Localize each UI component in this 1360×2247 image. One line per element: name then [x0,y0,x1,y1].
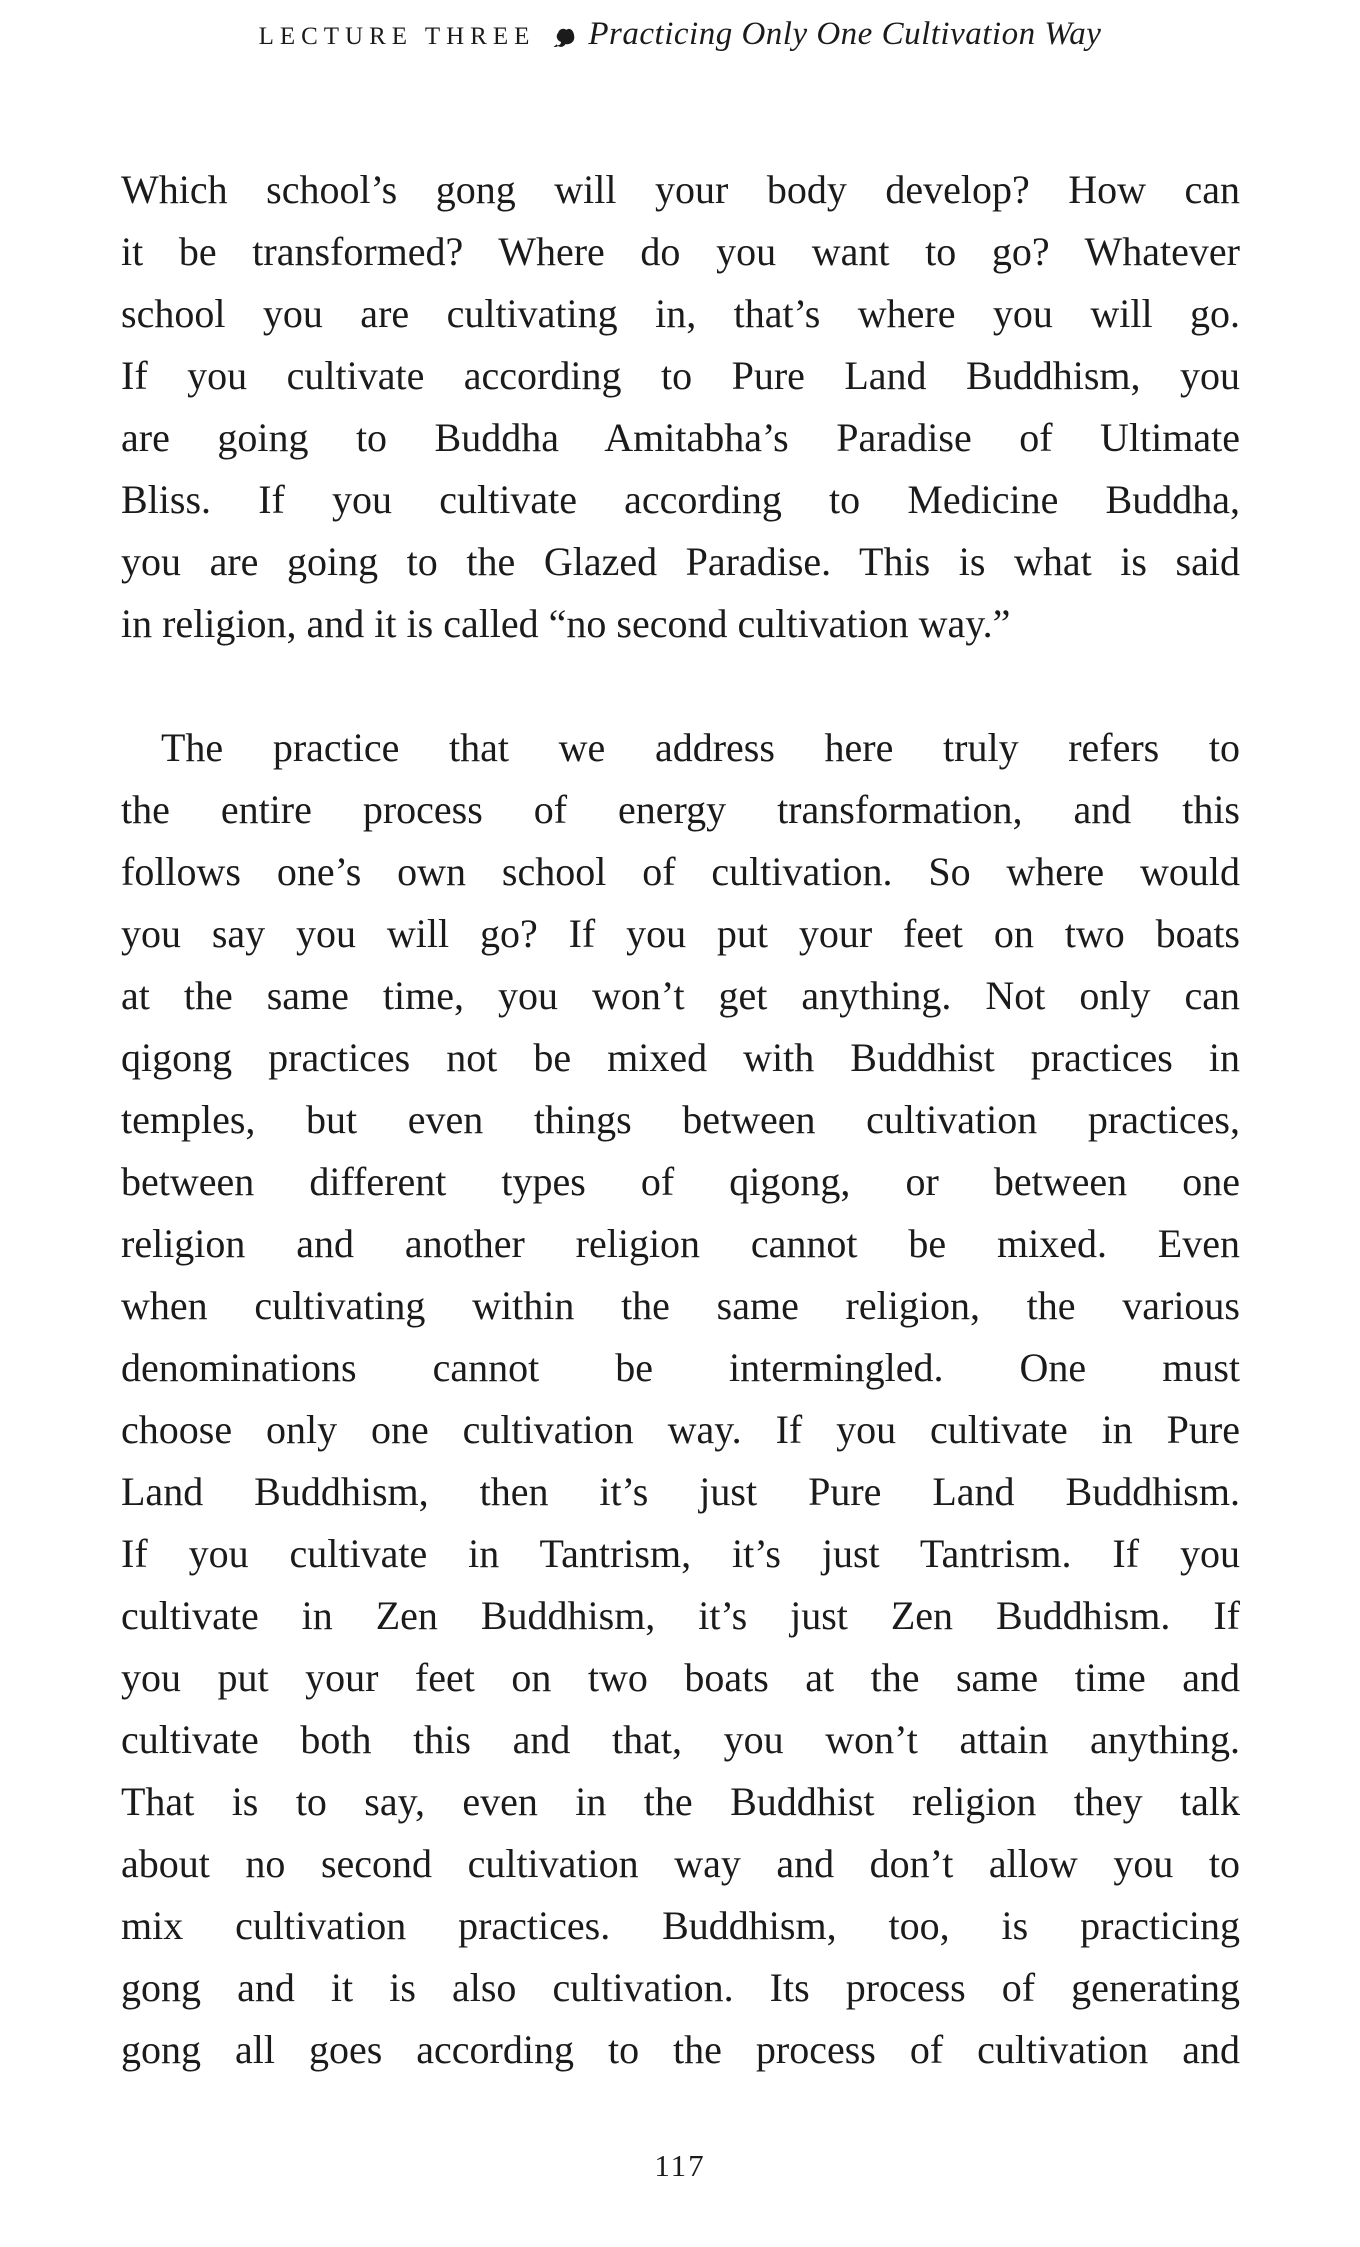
text-line: about no second cultivation way and don’t allow you to [121,1841,1240,1886]
text-line: you say you will go? If you put your feet on two boats [121,911,1240,956]
text-line: That is to say, even in the Buddhist religion they talk [121,1779,1240,1824]
paragraph [121,159,1240,655]
text-line: gong and it is also cultivation. Its process of generating [121,1965,1240,2010]
text-line: If you cultivate in Tantrism, it’s just Tantrism. If you [121,1531,1240,1576]
text-line: you are going to the Glazed Paradise. This is what is said [121,539,1240,584]
chapter-title: Practicing Only One Cultivation Way [588,16,1102,52]
text-line: Land Buddhism, then it’s just Pure Land Buddhism. [121,1469,1240,1514]
text-line: follows one’s own school of cultivation. So where would [121,849,1240,894]
text-line: mix cultivation practices. Buddhism, too, is practicing [121,1903,1240,1948]
text-line: The practice that we address here truly refers to [161,725,1240,770]
text-line: religion and another religion cannot be mixed. Even [121,1221,1240,1266]
text-line: Bliss. If you cultivate according to Medicine Buddha, [121,477,1240,522]
text-line: you put your feet on two boats at the same time and [121,1655,1240,1700]
text-line: choose only one cultivation way. If you cultivate in Pure [121,1407,1240,1452]
text-line: when cultivating within the same religion, the various [121,1283,1240,1328]
text-line: If you cultivate according to Pure Land Buddhism, you [121,353,1240,398]
text-line: gong all goes according to the process of cultivation and [121,2027,1240,2072]
page-number: 117 [654,2148,706,2183]
text-line: denominations cannot be intermingled. One must [121,1345,1240,1390]
paragraph [121,717,1240,2081]
running-header [0,16,1360,53]
text-line: it be transformed? Where do you want to go? Whatever [121,229,1240,274]
text-line: cultivate both this and that, you won’t attain anything. [121,1717,1240,1762]
text-line: the entire process of energy transformation, and this [121,787,1240,832]
text-line: qigong practices not be mixed with Buddhist practices in [121,1035,1240,1080]
body-text [121,159,1240,2081]
text-line: at the same time, you won’t get anything. Not only can [121,973,1240,1018]
text-line: in religion, and it is called “no second cultivation way.” [121,601,1011,646]
lecture-section-label: LECTURE THREE [258,23,536,50]
text-line: cultivate in Zen Buddhism, it’s just Zen Buddhism. If [121,1593,1240,1638]
text-line: are going to Buddha Amitabha’s Paradise of Ultimate [121,415,1240,460]
hedera-leaf-icon [551,22,578,51]
text-line: temples, but even things between cultivation practices, [121,1097,1240,1142]
text-line: school you are cultivating in, that’s where you will go. [121,291,1240,336]
text-line: between different types of qigong, or between one [121,1159,1240,1204]
text-line: Which school’s gong will your body develop? How can [121,167,1240,212]
